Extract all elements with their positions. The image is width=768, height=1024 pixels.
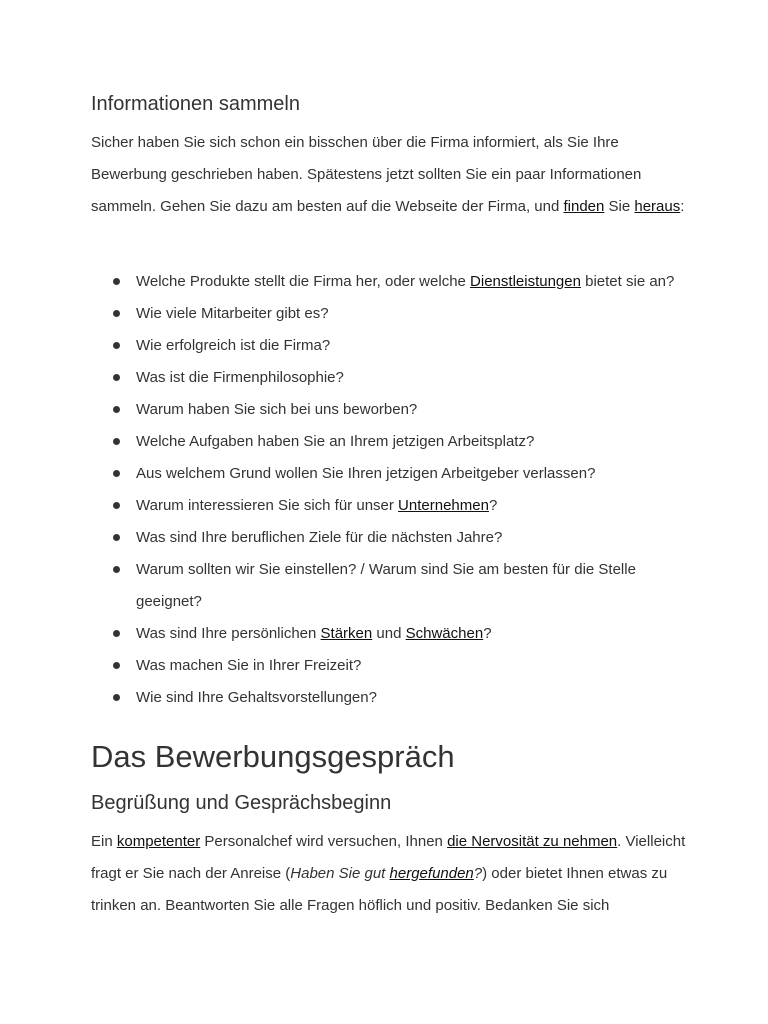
link-staerken[interactable]: Stärken [320,625,373,642]
bullet-icon [113,630,120,637]
italic-question [290,865,482,882]
list-item-text: Wie sind Ihre Gehaltsvorstellungen? [136,689,377,706]
list-item-text: Aus welchem Grund wollen Sie Ihren jetzigen Arbeitgeber verlassen? [136,465,596,482]
list-item-text: Warum interessieren Sie sich für unser [136,497,399,514]
italic-text: ? [473,865,483,882]
paragraph-text: Ein [91,833,117,850]
list-item-text: bietet sie an? [580,273,675,290]
section-heading-bewerbungsgespraech: Das Bewerbungsgespräch [91,739,455,774]
link-unternehmen[interactable]: Unternehmen [398,497,489,514]
link-nervositaet[interactable]: die Nervosität zu nehmen [447,833,618,850]
bullet-icon [113,438,120,445]
bullet-icon [113,374,120,381]
bullet-icon [113,534,120,541]
list-item-text: Welche Produkte stellt die Firma her, oder welche [136,273,471,290]
link-schwaechen[interactable]: Schwächen [405,625,484,642]
list-item [91,266,691,298]
bullet-icon [113,694,120,701]
bullet-icon [113,566,120,573]
paragraph-text: Sicher haben Sie sich schon ein bisschen über die Firma informiert, als Sie Ihre Bewerbung geschrieben haben. Spätestens jetzt sollten Sie ein paar Informationen sammeln. Gehen Sie dazu am besten auf die Webseite der Firma, und [91,134,642,215]
list-item-text: Welche Aufgaben haben Sie an Ihrem jetzigen Arbeitsplatz? [136,433,535,450]
paragraph-text: : [680,198,685,215]
intro-paragraph [91,127,691,223]
question-list [91,266,691,714]
list-item [91,522,691,554]
list-item [91,426,691,458]
begruessung-paragraph [91,826,691,922]
list-item [91,490,691,522]
list-item-text: Warum haben Sie sich bei uns beworben? [136,401,418,418]
link-dienstleistungen[interactable]: Dienstleistungen [470,273,581,290]
list-item [91,298,691,330]
list-item-text: Wie erfolgreich ist die Firma? [136,337,331,354]
list-item-text: Was sind Ihre beruflichen Ziele für die nächsten Jahre? [136,529,503,546]
paragraph-text: ) oder bietet Ihnen etwas zu trinken an. Beantworten Sie alle Fragen höflich und positiv. Bedanken Sie sich [91,865,668,914]
list-item [91,330,691,362]
list-item-text: Was ist die Firmenphilosophie? [136,369,344,386]
italic-text: Haben Sie gut [290,865,390,882]
list-item [91,554,691,618]
paragraph-text: Personalchef wird versuchen, Ihnen [200,833,448,850]
list-item [91,458,691,490]
bullet-icon [113,662,120,669]
paragraph-text: Sie [604,198,635,215]
list-item-text: Warum sollten wir Sie einstellen? / Warum sind Sie am besten für die Stelle geeignet? [136,561,636,610]
link-kompetenter[interactable]: kompetenter [116,833,201,850]
bullet-icon [113,406,120,413]
list-item-text: Was sind Ihre persönlichen [136,625,321,642]
list-item-text: und [372,625,406,642]
paragraph-text: . Vielleicht fragt er Sie nach der Anreise ( [91,833,686,882]
bullet-icon [113,502,120,509]
bullet-icon [113,310,120,317]
list-item-text: ? [483,625,492,642]
link-hergefunden[interactable]: hergefunden [389,865,474,882]
bullet-icon [113,470,120,477]
link-heraus[interactable]: heraus [634,198,681,215]
list-item [91,650,691,682]
section-heading-informationen: Informationen sammeln [91,93,300,115]
list-item [91,362,691,394]
subheading-begruessung: Begrüßung und Gesprächsbeginn [91,792,392,814]
list-item [91,682,691,714]
bullet-icon [113,342,120,349]
link-finden[interactable]: finden [563,198,605,215]
list-item-text: ? [488,497,498,514]
list-item [91,618,691,650]
bullet-icon [113,278,120,285]
list-item-text: Wie viele Mitarbeiter gibt es? [136,305,329,322]
list-item-text: Was machen Sie in Ihrer Freizeit? [136,657,362,674]
list-item [91,394,691,426]
